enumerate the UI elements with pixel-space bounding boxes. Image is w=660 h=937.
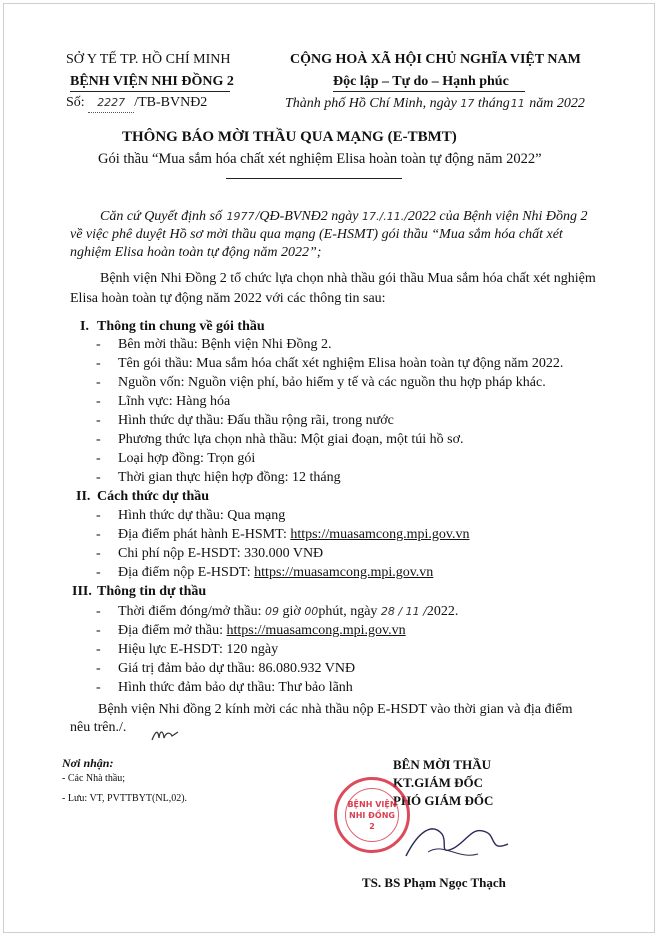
bullet-dash: - bbox=[96, 375, 101, 390]
bullet-dash: - bbox=[96, 451, 101, 466]
list-item-text: Hình thức dự thầu: Đấu thầu rộng rãi, trong nước bbox=[118, 413, 394, 428]
hospital-underline bbox=[70, 91, 230, 92]
time-minute-handwritten: 00 bbox=[304, 605, 319, 618]
bullet-dash: - bbox=[96, 604, 101, 619]
bullet-dash: - bbox=[96, 680, 101, 695]
issue-place-link[interactable]: https://muasamcong.mpi.gov.vn bbox=[290, 527, 470, 542]
list-item-text: Loại hợp đồng: Trọn gói bbox=[118, 451, 256, 466]
bullet-dash: - bbox=[96, 356, 101, 371]
list-item-text: Thời gian thực hiện hợp đồng: 12 tháng bbox=[118, 470, 341, 485]
basis-line2: về việc phê duyệt Hồ sơ mời thầu qua mạng (E-HSMT) gói thầu “Mua sắm hóa chất xét bbox=[70, 227, 563, 242]
basis-line3: nghiệm Elisa hoàn toàn tự động năm 2022”; bbox=[70, 245, 322, 260]
nation-name: CỘNG HOÀ XÃ HỘI CHỦ NGHĨA VIỆT NAM bbox=[290, 52, 581, 67]
open-place-link[interactable]: https://muasamcong.mpi.gov.vn bbox=[226, 623, 406, 638]
time-hour-handwritten: 09 bbox=[265, 605, 280, 618]
issue-place-label: Địa điểm phát hành E-HSMT: bbox=[118, 527, 287, 542]
basis-part3: 2022 của Bệnh viện Nhi Đồng 2 bbox=[407, 209, 588, 224]
recipients-title: Nơi nhận: bbox=[62, 756, 114, 770]
signature-role: KT.GIÁM ĐỐC bbox=[393, 775, 484, 790]
date-year: năm 2022 bbox=[529, 96, 585, 111]
stamp-text-line1: BỆNH VIỆN bbox=[347, 799, 397, 809]
bullet-dash: - bbox=[96, 394, 101, 409]
ministry-name: SỞ Y TẾ TP. HỒ CHÍ MINH bbox=[66, 52, 231, 67]
signature-title: BÊN MỜI THẦU bbox=[393, 757, 491, 772]
recipient-item: - Lưu: VT, PVTTBYT(NL,02). bbox=[62, 793, 188, 804]
doc-no-suffix: /TB-BVNĐ2 bbox=[134, 95, 208, 110]
bullet-dash: - bbox=[96, 413, 101, 428]
list-item-text: Hình thức đảm bảo dự thầu: Thư bảo lãnh bbox=[118, 680, 353, 695]
intro-line2: Elisa hoàn toàn tự động năm 2022 với các thông tin sau: bbox=[70, 291, 386, 306]
basis-line1 bbox=[100, 208, 588, 226]
list-item-text: Hiệu lực E-HSDT: 120 ngày bbox=[118, 642, 279, 657]
list-item-text bbox=[118, 603, 458, 621]
date-day-handwritten: 17 bbox=[460, 97, 475, 110]
bullet-dash: - bbox=[96, 623, 101, 638]
date-month-label: tháng bbox=[477, 96, 510, 111]
list-item-text: Chi phí nộp E-HSDT: 330.000 VNĐ bbox=[118, 546, 324, 561]
signature-position: PHÓ GIÁM ĐỐC bbox=[393, 793, 494, 808]
date-month-handwritten: 11 bbox=[510, 97, 525, 110]
decision-date-handwritten: 17./.11./ bbox=[362, 210, 408, 223]
section-3-title: Thông tin dự thầu bbox=[97, 584, 207, 599]
bullet-dash: - bbox=[96, 565, 101, 580]
decision-no-handwritten: 1977 bbox=[226, 210, 255, 223]
section-2-title: Cách thức dự thầu bbox=[97, 489, 210, 504]
section-1-number: I. bbox=[80, 319, 89, 334]
bullet-dash: - bbox=[96, 508, 101, 523]
bullet-dash: - bbox=[96, 470, 101, 485]
notice-subtitle: Gói thầu “Mua sắm hóa chất xét nghiệm Elisa hoàn toàn tự động năm 2022” bbox=[98, 151, 542, 167]
bullet-dash: - bbox=[96, 432, 101, 447]
time-prefix: Thời điểm đóng/mở thầu: bbox=[118, 604, 262, 619]
list-item-text: Tên gói thầu: Mua sắm hóa chất xét nghiệm Elisa hoàn toàn tự động năm 2022. bbox=[118, 356, 564, 371]
closing-line1: Bệnh viện Nhi đồng 2 kính mời các nhà thầu nộp E-HSDT vào thời gian và địa điểm bbox=[98, 702, 573, 717]
list-item-text bbox=[118, 526, 469, 544]
notice-title: THÔNG BÁO MỜI THẦU QUA MẠNG (E-TBMT) bbox=[122, 129, 457, 145]
hospital-name: BỆNH VIỆN NHI ĐỒNG 2 bbox=[70, 74, 234, 89]
bullet-dash: - bbox=[96, 527, 101, 542]
signer-name: TS. BS Phạm Ngọc Thạch bbox=[362, 875, 506, 890]
doc-no-prefix: Số: bbox=[66, 95, 85, 110]
list-item-text bbox=[118, 622, 406, 640]
basis-part2: /QĐ-BVNĐ2 ngày bbox=[255, 209, 359, 224]
submit-place-link[interactable]: https://muasamcong.mpi.gov.vn bbox=[254, 565, 434, 580]
motto-underline bbox=[333, 91, 525, 92]
date-prefix: Thành phố Hồ Chí Minh, ngày bbox=[285, 96, 457, 111]
time-minute-label: phút, ngày bbox=[318, 604, 378, 619]
list-item-text: Nguồn vốn: Nguồn viện phí, bảo hiểm y tế và các nguồn thu hợp pháp khác. bbox=[118, 375, 546, 390]
list-item-text: Hình thức dự thầu: Qua mạng bbox=[118, 508, 286, 523]
list-item-text: Giá trị đảm bảo dự thầu: 86.080.932 VNĐ bbox=[118, 661, 356, 676]
recipient-item: - Các Nhà thầu; bbox=[62, 773, 126, 784]
title-underline bbox=[226, 178, 402, 179]
section-3-number: III. bbox=[72, 584, 92, 599]
list-item-text: Phương thức lựa chọn nhà thầu: Một giai đoạn, một túi hồ sơ. bbox=[118, 432, 464, 447]
closing-line2: nêu trên./. bbox=[70, 720, 127, 735]
list-item-text: Lĩnh vực: Hàng hóa bbox=[118, 394, 231, 409]
section-1-title: Thông tin chung về gói thầu bbox=[97, 319, 265, 334]
bullet-dash: - bbox=[96, 337, 101, 352]
document-date bbox=[285, 95, 585, 113]
time-hour-label: giờ bbox=[282, 604, 301, 619]
open-place-label: Địa điểm mở thầu: bbox=[118, 623, 223, 638]
document-number bbox=[66, 94, 207, 113]
nation-motto: Độc lập – Tự do – Hạnh phúc bbox=[333, 74, 509, 89]
doc-no-handwritten: 2227 bbox=[88, 94, 134, 113]
intro-line1: Bệnh viện Nhi Đồng 2 tổ chức lựa chọn nhà thầu gói thầu Mua sắm hóa chất xét nghiệm bbox=[100, 271, 596, 286]
initial-signature-icon bbox=[150, 726, 180, 744]
time-day-handwritten: 28 / 11 / bbox=[380, 605, 427, 618]
bullet-dash: - bbox=[96, 546, 101, 561]
list-item-text: Bên mời thầu: Bệnh viện Nhi Đồng 2. bbox=[118, 337, 332, 352]
submit-place-label: Địa điểm nộp E-HSDT: bbox=[118, 565, 251, 580]
bullet-dash: - bbox=[96, 661, 101, 676]
bullet-dash: - bbox=[96, 642, 101, 657]
basis-part1: Căn cứ Quyết định số bbox=[100, 209, 222, 224]
stamp-inner bbox=[345, 788, 399, 842]
stamp-text-line2: NHI ĐỒNG 2 bbox=[349, 810, 395, 831]
time-year: 2022. bbox=[426, 604, 459, 619]
section-2-number: II. bbox=[76, 489, 91, 504]
list-item-text bbox=[118, 564, 433, 582]
signature-icon bbox=[398, 812, 518, 872]
